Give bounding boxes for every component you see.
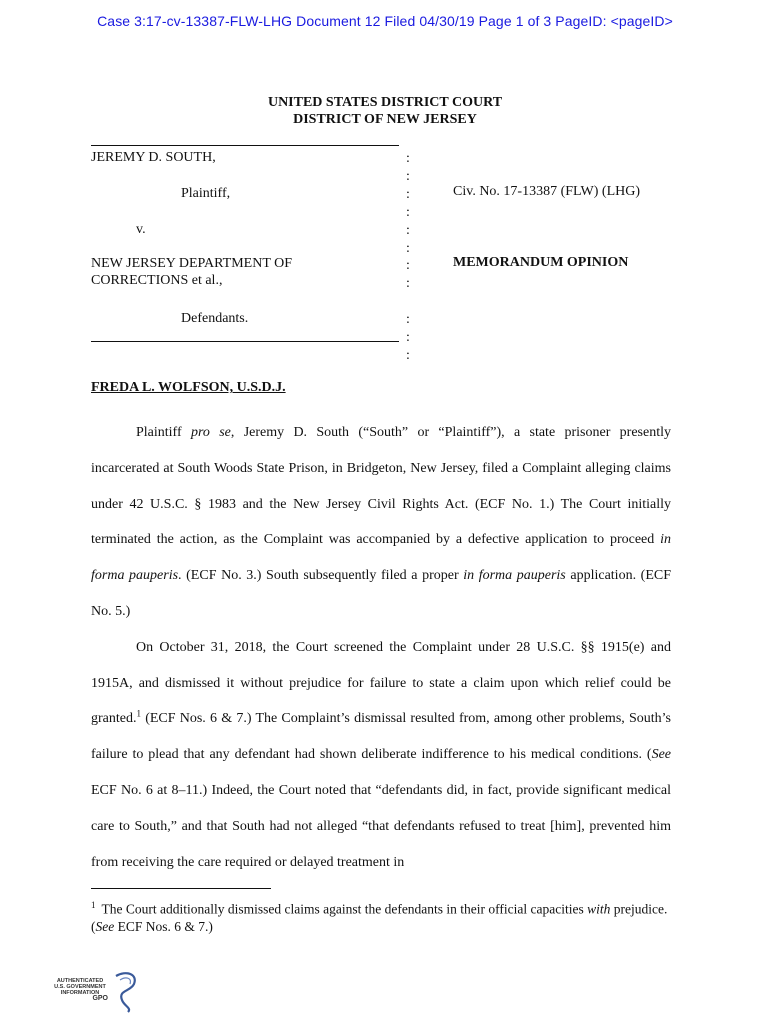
opinion-body <box>91 415 671 880</box>
defendant-role: Defendants. <box>181 311 249 326</box>
versus: v. <box>136 222 146 237</box>
defendant-name-line1: NEW JERSEY DEPARTMENT OF <box>91 256 293 271</box>
document-type: MEMORANDUM OPINION <box>453 255 629 270</box>
case-header-stamp: Case 3:17-cv-13387-FLW-LHG Document 12 Filed 04/30/19 Page 1 of 3 PageID: <pageID> <box>97 13 673 29</box>
paragraph-1: Plaintiff pro se, Jeremy D. South (“South” or “Plaintiff”), a state prisoner presently incarcerated at South Woods State Prison, in Bridgeton, New Jersey, filed a Complaint alleging claims under 42 U.S.C. § 1983 and the New Jersey Civil Rights Act. (ECF No. 1.) The Court initially terminated the action, as the Complaint was accompanied by a defective application to proceed in forma pauperis. (ECF No. 3.) South subsequently filed a proper in forma pauperis application. (ECF No. 5.) <box>91 425 671 619</box>
footnote-reference[interactable]: 1 <box>136 708 141 719</box>
caption-bottom-rule <box>91 341 399 342</box>
gpo-authentication-logo <box>40 968 140 1018</box>
court-district: DISTRICT OF NEW JERSEY <box>293 112 477 127</box>
plaintiff-name: JEREMY D. SOUTH, <box>91 150 216 165</box>
footnote-1: $^1$ The Court additionally dismissed claims against the defendants in their official capacities with prejudice. (See ECF Nos. 6 & 7.) <box>91 900 668 934</box>
civil-number: Civ. No. 17-13387 (FLW) (LHG) <box>453 184 641 199</box>
caption-top-rule <box>91 145 399 146</box>
paragraph-2: On October 31, 2018, the Court screened the Complaint under 28 U.S.C. §§ 1915(e) and 1915A, and dismissed it without prejudice for failure to state a claim upon which relief could be granted.$^1$ (ECF Nos. 6 & 7.) The Complaint’s dismissal resulted from, among other problems, South’s failure to plead that any defendant had shown deliberate indifference to his medical conditions. (See ECF No. 6 at 8–11.) Indeed, the Court noted that “defendants did, in fact, provide significant medical care to South,” and that South had not alleged “that defendants refused to treat [him], prevented him from receiving the care required or delayed treatment in <box>91 639 671 870</box>
caption-colon-column: : : : : : : : : : : : <box>406 151 410 363</box>
footnote-rule <box>91 888 271 889</box>
eagle-icon <box>112 970 140 1014</box>
footnote-mark: 1 <box>91 900 96 910</box>
court-name: UNITED STATES DISTRICT COURT <box>267 95 503 110</box>
court-title <box>0 94 770 128</box>
plaintiff-role: Plaintiff, <box>181 186 231 201</box>
defendant-name-line2: CORRECTIONS et al., <box>91 273 223 288</box>
judge-name: FREDA L. WOLFSON, U.S.D.J. <box>91 380 286 395</box>
gpo-logo-text: AUTHENTICATED U.S. GOVERNMENT INFORMATION GPO <box>54 978 108 1002</box>
